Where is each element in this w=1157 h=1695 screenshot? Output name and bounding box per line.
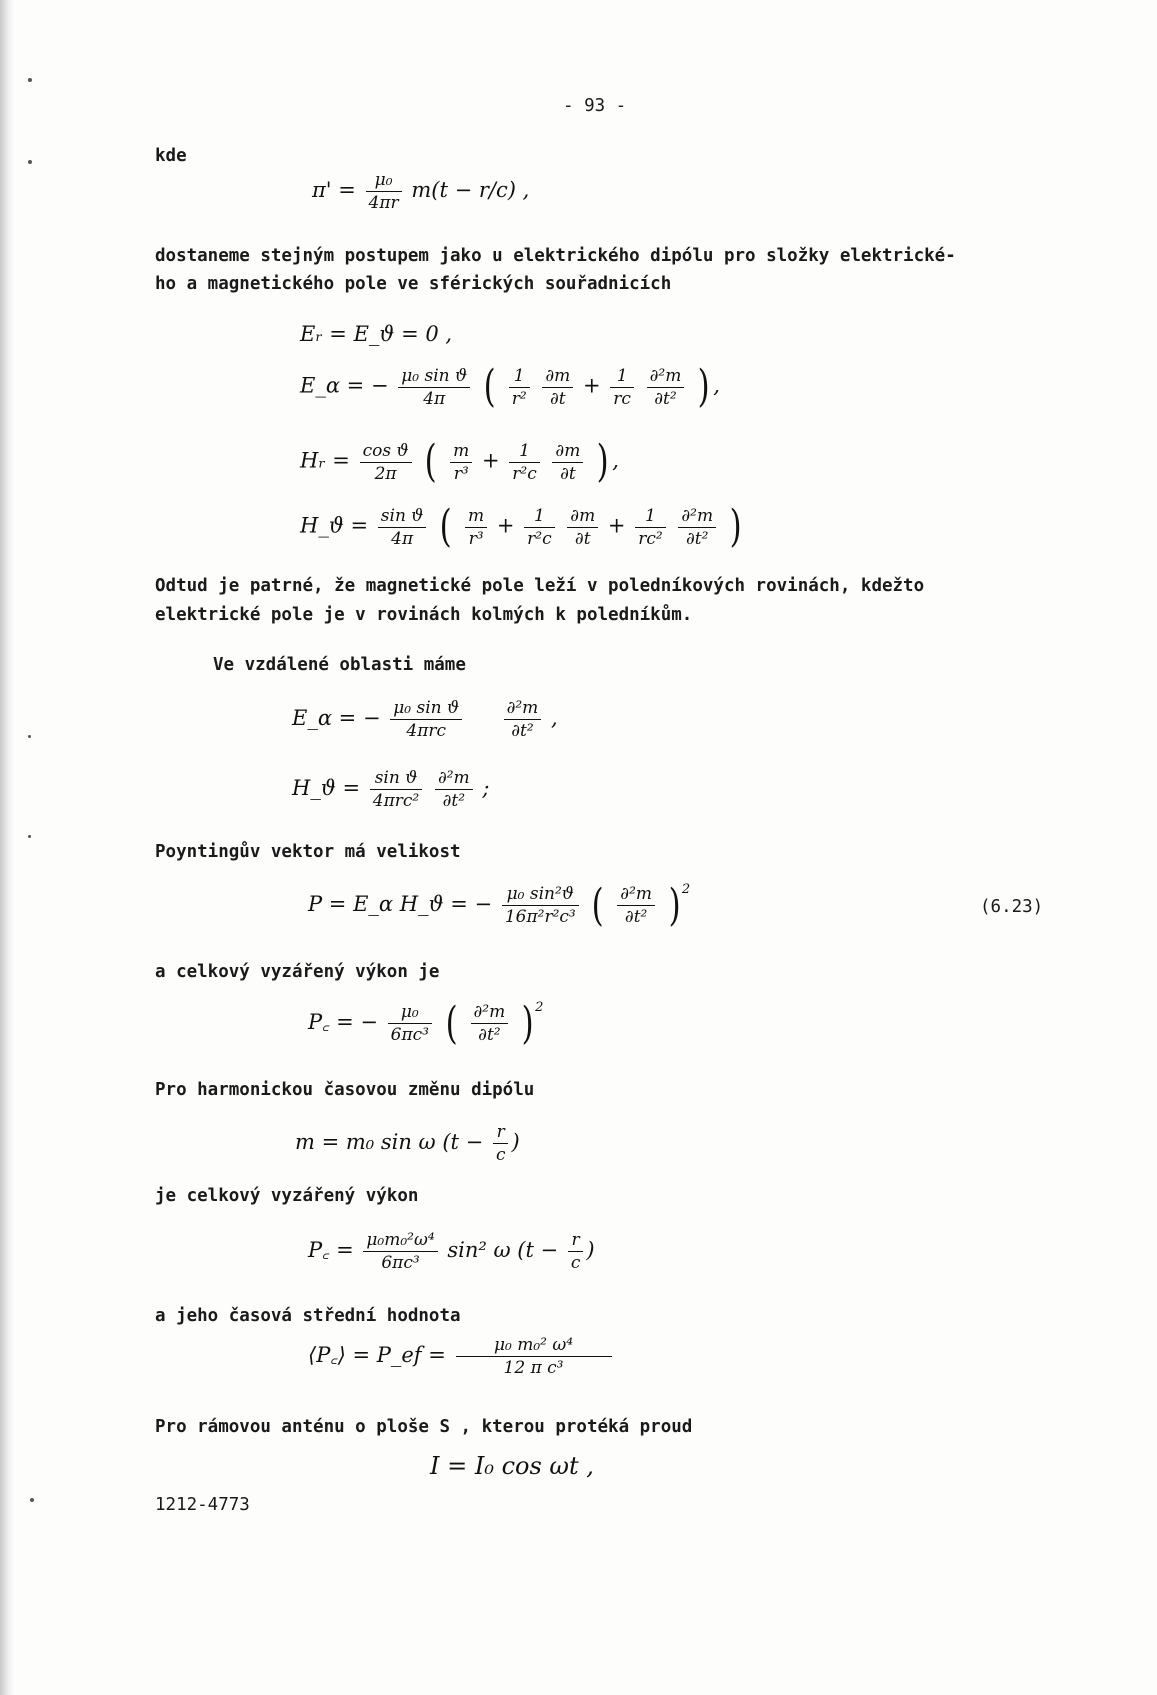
- page-edge-shadow: [0, 0, 14, 1695]
- equation-e-alpha: E_α = − $\frac{\text{μ₀ sin ϑ}}{4\pi}$ ( $\frac{1}{\text{r²}}$ $\frac{\partial m}{\partial t}$ + $\frac{1}{rc}$ $\frac{\text{∂²m}}{\text{∂t²}}$ ) ,: [300, 361, 720, 412]
- fraction: $\frac{r}{c}$: [493, 1122, 509, 1165]
- right-paren: ): [596, 436, 609, 487]
- eq-lhs: π' =: [312, 178, 356, 202]
- scan-speck: [28, 160, 32, 164]
- right-paren: ): [697, 361, 710, 412]
- paragraph: a celkový vyzářený výkon je: [155, 962, 440, 982]
- fraction: $\frac{\text{sin ϑ}}{\text{4πrc²}}$: [370, 768, 422, 811]
- fraction: $\frac{\text{μ₀ m₀² ω⁴}}{\text{12 π c³}}$: [456, 1335, 612, 1378]
- right-paren: ): [668, 879, 681, 931]
- fraction: $\frac{\text{μ₀}}{4\pi r}$: [366, 170, 402, 213]
- eq-rhs: m(t − r/c) ,: [411, 178, 530, 202]
- right-paren: ): [521, 997, 534, 1049]
- equation-poynting: P = E_α H_ϑ = − $\frac{\text{μ₀ sin²ϑ}}{\text{16π²r²c³}}$ ( $\frac{\text{∂²m}}{\text{∂t²}}$ ) $^2$: [308, 879, 691, 931]
- equation-harmonic-power: P꜀ = $\frac{\text{μ₀m₀²ω⁴}}{\text{6πc³}}$ sin² ω (t − $\frac{r}{c}$ ): [308, 1230, 595, 1273]
- equation-current: I = I₀ cos ωt ,: [430, 1452, 594, 1480]
- paragraph: Pro rámovou anténu o ploše S , kterou protéká proud: [155, 1417, 693, 1437]
- paragraph: je celkový vyzářený výkon: [155, 1186, 419, 1206]
- scan-speck: [30, 1498, 34, 1502]
- scan-speck: [28, 78, 32, 82]
- paragraph: elektrické pole je v rovinách kolmých k poledníkům.: [155, 605, 693, 625]
- fraction: $\frac{\text{μ₀ sin ϑ}}{\text{4πrc}}$: [390, 698, 462, 741]
- equation-hertz-potential: [312, 170, 529, 213]
- left-paren: (: [591, 879, 605, 931]
- equation-h-theta: H_ϑ = $\frac{\text{sin ϑ}}{4\pi}$ ( $\frac{m}{\text{r³}}$ + $\frac{1}{\text{r²c}}$ $\frac{\partial m}{\partial t}$ + $\frac{1}{\text{rc²}}$ $\frac{\text{∂²m}}{\text{∂t²}}$ ): [300, 501, 742, 552]
- equation-h-theta-far: H_ϑ = $\frac{\text{sin ϑ}}{\text{4πrc²}}$ $\frac{\text{∂²m}}{\text{∂t²}}$ ;: [292, 768, 490, 811]
- paragraph: kde: [155, 146, 187, 166]
- left-paren: (: [483, 361, 496, 412]
- equation-mean-power: ⟨P꜀⟩ = P_ef = $\frac{\text{μ₀ m₀² ω⁴}}{\text{12 π c³}}$: [308, 1335, 615, 1378]
- footer-code: 1212-4773: [155, 1495, 250, 1515]
- left-paren: (: [424, 436, 437, 487]
- page-number: - 93 -: [563, 96, 627, 116]
- paragraph: dostaneme stejným postupem jako u elektrického dipólu pro složky elektrické-: [155, 246, 956, 266]
- scan-speck: [28, 735, 31, 738]
- paragraph: Ve vzdálené oblasti máme: [213, 655, 466, 675]
- equation-e-alpha-far: E_α = − $\frac{\text{μ₀ sin ϑ}}{\text{4πrc}}$ $\frac{\text{∂²m}}{\text{∂t²}}$ ,: [292, 698, 558, 741]
- left-paren: (: [445, 997, 458, 1049]
- equation-h-r: Hᵣ = $\frac{\text{cos ϑ}}{2\pi}$ ( $\frac{m}{\text{r³}}$ + $\frac{1}{\text{r²c}}$ $\frac{\partial m}{\partial t}$ ) ,: [300, 436, 619, 487]
- paragraph: Poyntingův vektor má velikost: [155, 842, 461, 862]
- fraction: $\frac{\text{μ₀ sin²ϑ}}{\text{16π²r²c³}}$: [502, 884, 579, 927]
- fraction: $\frac{\text{μ₀ sin ϑ}}{4\pi}$: [398, 366, 470, 409]
- fraction: $\frac{\text{sin ϑ}}{4\pi}$: [378, 506, 427, 549]
- left-paren: (: [439, 501, 452, 552]
- paragraph: Odtud je patrné, že magnetické pole leží v poledníkových rovinách, kdežto: [155, 576, 925, 596]
- paragraph: ho a magnetického pole ve sférických souřadnicích: [155, 274, 672, 294]
- equation-total-power: P꜀ = − $\frac{\text{μ₀}}{\text{6πc³}}$ ( $\frac{\text{∂²m}}{\text{∂t²}}$ ) $^2$: [308, 997, 544, 1049]
- fraction: $\frac{\text{μ₀}}{\text{6πc³}}$: [388, 1002, 432, 1045]
- fraction: $\frac{\text{cos ϑ}}{2\pi}$: [360, 441, 412, 484]
- scan-speck: [28, 835, 31, 838]
- equation-er: Eᵣ = E_ϑ = 0 ,: [300, 322, 453, 346]
- paragraph: Pro harmonickou časovou změnu dipólu: [155, 1080, 535, 1100]
- equation-number: (6.23): [980, 897, 1044, 917]
- fraction: $\frac{\text{μ₀m₀²ω⁴}}{\text{6πc³}}$: [363, 1230, 437, 1273]
- right-paren: ): [729, 501, 742, 552]
- paragraph: a jeho časová střední hodnota: [155, 1306, 461, 1326]
- equation-dipole-moment: m = m₀ sin ω (t − $\frac{r}{c}$ ): [295, 1122, 520, 1165]
